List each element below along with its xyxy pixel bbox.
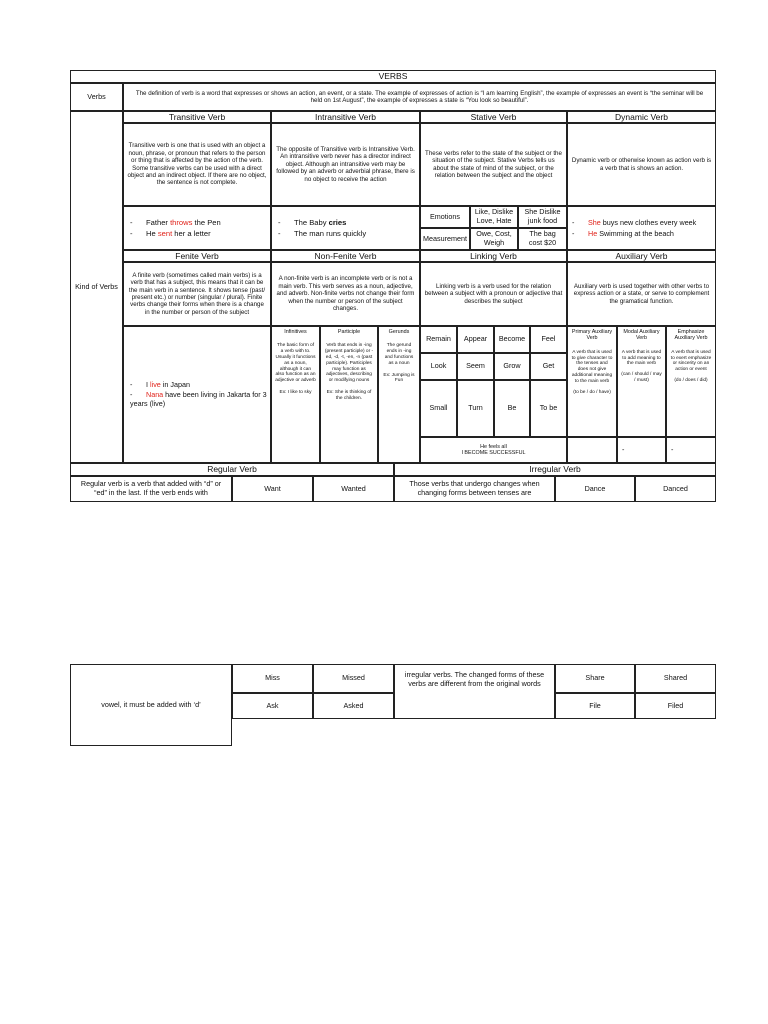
list-item: - He sent her a letter bbox=[130, 228, 221, 239]
nonfinite-definition: A non-finite verb is an incomplete verb or is not a main verb. This verb serves as a noun, adjective, and adverb. Non-finite verbs not change their form when the number or person of the subject changes. bbox=[271, 262, 420, 326]
stative-header: Stative Verb bbox=[420, 111, 567, 123]
emphasize-auxiliary-forms: (do / does / did) bbox=[674, 378, 708, 383]
regular-base: Ask bbox=[232, 693, 313, 719]
linking-word: Grow bbox=[494, 353, 530, 380]
auxiliary-definition: Auxiliary verb is used together with other verbs to express action or a state, or serve to complement the gramatical function. bbox=[567, 262, 716, 326]
irregular-past: Shared bbox=[635, 664, 716, 693]
primary-auxiliary-title: Primary Auxiliary Verb bbox=[571, 329, 613, 342]
linking-word: Remain bbox=[420, 326, 457, 353]
participle-text: Verb that ends in -ing (present participle) or -ed, -d, -t, -en, -n (past participle). Participles may function as adjectives, describing or modifying nouns bbox=[324, 343, 374, 384]
dynamic-definition: Dynamic verb or otherwise known as action verb is a verb that is shows an action. bbox=[567, 123, 716, 206]
kind-of-verbs-label: Kind of Verbs bbox=[70, 111, 123, 463]
linking-header: Linking Verb bbox=[420, 250, 567, 262]
auxiliary-dash: - bbox=[666, 437, 716, 463]
regular-past: Missed bbox=[313, 664, 394, 693]
intransitive-examples bbox=[271, 206, 420, 250]
irregular-base: Share bbox=[555, 664, 635, 693]
gerunds-text: The gerund ends in -ing and functions as a noun bbox=[384, 343, 414, 366]
finite-examples bbox=[123, 326, 271, 463]
modal-auxiliary-forms: (can / should / may / must) bbox=[621, 372, 662, 383]
transitive-header: Transitive Verb bbox=[123, 111, 271, 123]
linking-word: Appear bbox=[457, 326, 494, 353]
linking-word: Turn bbox=[457, 380, 494, 437]
linking-word: Be bbox=[494, 380, 530, 437]
dynamic-header: Dynamic Verb bbox=[567, 111, 716, 123]
transitive-definition: Transitive verb is one that is used with an object a noun, phrase, or pronoun that refers to the person or thing that is affected by the action of the verb. Some transitive verbs can be used with a direct object and an indirect object. If there are no object, the sentence is not complete. bbox=[123, 123, 271, 206]
intransitive-header: Intransitive Verb bbox=[271, 111, 420, 123]
gerunds-example: Ex: Jumping is Fun bbox=[383, 372, 415, 384]
irregular-definition: Those verbs that undergo changes when changing forms between tenses are bbox=[394, 476, 555, 502]
list-item: - The man runs quickly bbox=[278, 228, 366, 239]
dynamic-examples bbox=[567, 206, 716, 250]
gerunds-cell bbox=[378, 326, 420, 463]
auxiliary-header: Auxiliary Verb bbox=[567, 250, 716, 262]
verbs-definition: The definition of verb is a word that expresses or shows an action, an event, or a state. The example of expresses of action is “I am learning English”, the example of expresses an event is “the seminar will be held on 1st August”, the example of expresses a state is “You look so beautiful”. bbox=[123, 83, 716, 111]
infinitives-title: Infinitives bbox=[284, 329, 307, 335]
list-item: - Nana have been living in Jakarta for 3 years (live) bbox=[130, 390, 267, 409]
regular-past: Wanted bbox=[313, 476, 394, 502]
infinitives-cell bbox=[271, 326, 320, 463]
finite-definition: A finite verb (sometimes called main verbs) is a verb that has a subject, this means that it can be the main verb in a sentence. It shows tense (past/ present etc.) or number (singular / plural). Finite verbs change their forms when there is a change in the number or person of the subject bbox=[123, 262, 271, 326]
list-item: - I live in Japan bbox=[130, 380, 267, 389]
stative-row-1-col-3: She Dislike junk food bbox=[518, 206, 567, 228]
regular-base: Miss bbox=[232, 664, 313, 693]
participle-title: Participle bbox=[337, 329, 361, 335]
list-item: - The Baby cries bbox=[278, 217, 366, 228]
regular-definition: Regular verb is a verb that added with “d” or “ed” in the last. If the verb ends with bbox=[70, 476, 232, 502]
emphasize-auxiliary-text: A verb that is used to exert emphasize or sincerity on an action or event bbox=[670, 349, 712, 373]
linking-word: Become bbox=[494, 326, 530, 353]
irregular-header: Irregular Verb bbox=[394, 463, 716, 476]
list-item: - Father throws the Pen bbox=[130, 217, 221, 228]
intransitive-definition: The opposite of Transitive verb is Intransitive Verb. An intransitive verb never has a director indirect object. Although an intransitive verb may be followed by an adverb or adverbial phrase, there is no object to receive the action bbox=[271, 123, 420, 206]
irregular-base: Dance bbox=[555, 476, 635, 502]
regular-header: Regular Verb bbox=[70, 463, 394, 476]
linking-word: Small bbox=[420, 380, 457, 437]
modal-auxiliary-title: Modal Auxiliary Verb bbox=[623, 329, 660, 342]
verbs-label: Verbs bbox=[70, 83, 123, 111]
modal-auxiliary-text: A verb that is used to add meaning to the main verb bbox=[621, 349, 662, 367]
regular-definition-continued: vowel, it must be added with ‘d’ bbox=[70, 664, 232, 746]
primary-auxiliary-forms: (to be / do / have) bbox=[573, 389, 611, 395]
nonfinite-header: Non-Fenite Verb bbox=[271, 250, 420, 262]
linking-example: He feels all I BECOME SUCCESSFUL bbox=[420, 437, 567, 463]
modal-auxiliary-cell bbox=[617, 326, 666, 437]
irregular-past: Danced bbox=[635, 476, 716, 502]
gerunds-title: Gerunds bbox=[388, 329, 410, 335]
regular-past: Asked bbox=[313, 693, 394, 719]
irregular-base: File bbox=[555, 693, 635, 719]
regular-base: Want bbox=[232, 476, 313, 502]
irregular-definition-continued: irregular verbs. The changed forms of these verbs are different from the original words bbox=[394, 664, 555, 719]
list-item: - She buys new clothes every week bbox=[572, 217, 696, 228]
irregular-past: Filed bbox=[635, 693, 716, 719]
linking-definition: Linking verb is a verb used for the relation between a subject with a pronoun or adjective that describes the subject bbox=[420, 262, 567, 326]
primary-auxiliary-cell bbox=[567, 326, 617, 437]
stative-row-1-col-1: Emotions bbox=[420, 206, 470, 228]
linking-word: To be bbox=[530, 380, 567, 437]
auxiliary-empty-cell bbox=[567, 437, 617, 463]
participle-cell bbox=[320, 326, 378, 463]
linking-word: Look bbox=[420, 353, 457, 380]
auxiliary-dash: - bbox=[617, 437, 666, 463]
stative-row-2-col-2: Owe, Cost, Weigh bbox=[470, 228, 518, 250]
infinitives-text: The basic form of a verb with to. Usually it functions as a noun, although it can also function as an adjective or adverb bbox=[275, 343, 316, 384]
finite-header: Fenite Verb bbox=[123, 250, 271, 262]
linking-word: Get bbox=[530, 353, 567, 380]
list-item: - He Swimming at the beach bbox=[572, 228, 696, 239]
stative-definition: These verbs refer to the state of the subject or the situation of the subject. Stative Verbs tells us about the state of mind of the subject, or the relation between the subject and the object bbox=[420, 123, 567, 206]
emphasize-auxiliary-cell bbox=[666, 326, 716, 437]
linking-word: Feel bbox=[530, 326, 567, 353]
participle-example: Ex: She is thinking of the children. bbox=[326, 389, 372, 401]
infinitives-example: Ex: I like to sky bbox=[279, 389, 312, 395]
linking-word: Seem bbox=[457, 353, 494, 380]
emphasize-auxiliary-title: Emphasize Auxiliary Verb bbox=[674, 329, 708, 342]
table-title: VERBS bbox=[70, 70, 716, 83]
stative-row-2-col-3: The bag cost $20 bbox=[518, 228, 567, 250]
transitive-examples bbox=[123, 206, 271, 250]
stative-row-2-col-1: Measurement bbox=[420, 228, 470, 250]
stative-row-1-col-2: Like, Dislike Love, Hate bbox=[470, 206, 518, 228]
primary-auxiliary-text: A verb that is used to give character to the tenses and does not give additional meaning to the main verb bbox=[571, 349, 613, 384]
